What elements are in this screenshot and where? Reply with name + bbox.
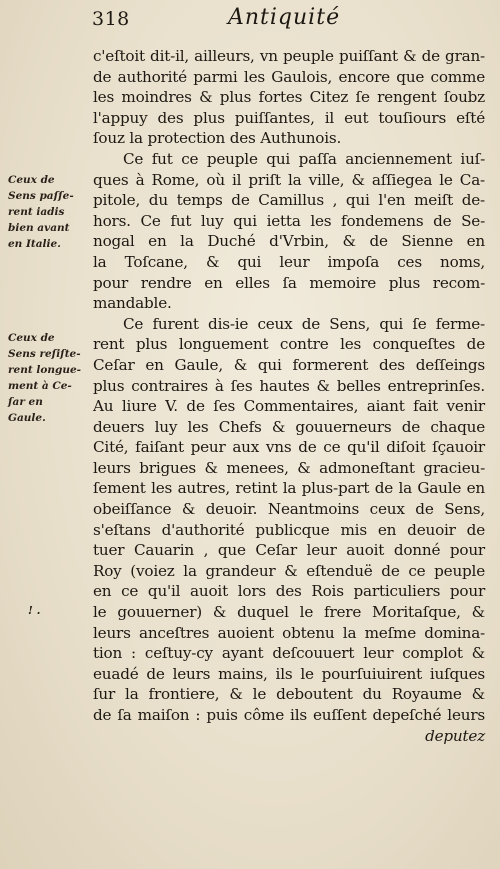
text-line: nogal en la Duché d'Vrbin, & de Sienne en	[93, 232, 485, 251]
text-line: pour rendre en elles ſa memoire plus recom-	[93, 273, 485, 292]
text-line: ſur la frontiere, & le deboutent du Royaume &	[93, 685, 485, 704]
text-line: Ceſar en Gaule, & qui formerent des deſſeings	[93, 355, 485, 374]
text-line: leurs brigues & menees, & admoneſtant gracieu-	[93, 458, 485, 477]
marginal-line: rent longue-	[8, 364, 81, 376]
text-line: leurs anceſtres auoient obtenu la meſme domina-	[93, 623, 485, 642]
text-line: c'eſtoit dit-il, ailleurs, vn peuple puiſſant & de gran-	[93, 47, 485, 65]
marginal-line: bien avant	[8, 222, 70, 234]
body-text	[93, 46, 485, 746]
marginal-line: ſar en	[8, 396, 43, 408]
marginal-line: Ceux de	[8, 332, 55, 344]
text-line: les moindres & plus fortes Citez ſe rengent ſoubz	[93, 88, 485, 107]
text-line: de ſa maiſon : puis côme ils euſſent depeſché leurs	[93, 706, 485, 724]
text-line: rent plus longuement contre les conqueſtes de	[93, 335, 485, 354]
text-line: euadé de leurs mains, ils le pourſuiuirent iuſques	[93, 664, 485, 683]
text-line: Cité, faiſant peur aux vns de ce qu'il diſoit ſçauoir	[93, 438, 485, 457]
text-line: mandable.	[93, 294, 172, 313]
marginal-note	[8, 330, 81, 426]
text-line: s'eſtans d'authorité publicque mis en deuoir de	[93, 520, 485, 539]
text-line: pitole, du temps de Camillus , qui l'en meiſt de-	[93, 191, 485, 210]
marginal-line: Gaule.	[8, 412, 46, 424]
marginal-line: rent iadis	[8, 206, 65, 218]
text-line: ſouz la protection des Authunois.	[93, 129, 342, 148]
text-line: Au liure V. de ſes Commentaires, aiant fait venir	[93, 397, 485, 416]
text-line: l'appuy des plus puiſſantes, il eut touſiours eſté	[93, 108, 485, 127]
text-line: ſement les autres, retint la plus-part de la Gaule en	[93, 479, 485, 498]
text-line: tion : ceſtuy-cy ayant deſcouuert leur complot &	[93, 644, 485, 663]
text-line: la Toſcane, & qui leur impoſa ces noms,	[93, 252, 485, 271]
marginal-line: en Italie.	[8, 238, 61, 250]
text-line: hors. Ce fut luy qui ietta les fondemens de Se-	[93, 211, 485, 230]
marginal-line: ment à Ce-	[8, 380, 72, 392]
marginal-note	[28, 603, 94, 619]
text-line: le gouuerner) & duquel le frere Moritaſque, &	[93, 603, 485, 622]
text-line: de authorité parmi les Gaulois, encore que comme	[93, 67, 485, 86]
marginal-line: Ceux de	[8, 174, 55, 186]
marginal-note	[8, 172, 74, 252]
text-line: obeiſſance & deuoir. Neantmoins ceux de Sens,	[93, 500, 485, 519]
text-line: tuer Cauarin , que Ceſar leur auoit donné pour	[93, 541, 485, 560]
text-line: Ce fut ce peuple qui paſſa anciennement iuſ-	[123, 149, 485, 168]
running-head: Antiquité	[228, 5, 341, 30]
catchword: deputez	[425, 726, 485, 745]
text-line: Ce furent dis-ie ceux de Sens, qui ſe ferme-	[123, 314, 485, 333]
marginal-line: ! .	[28, 604, 41, 617]
text-line: ques à Rome, où il priſt la ville, & aſſiegea le Ca-	[93, 170, 485, 189]
marginal-line: Sens reſiſte-	[8, 348, 81, 360]
text-line: plus contraires à ſes hautes & belles entreprinſes.	[93, 376, 485, 395]
text-line: deuers luy les Chefs & gouuerneurs de chaque	[93, 417, 485, 436]
marginal-line: Sens paſſe-	[8, 190, 74, 202]
text-line: en ce qu'il auoit lors des Rois particuliers pour	[93, 582, 485, 601]
text-line: Roy (voiez la grandeur & eſtenduë de ce peuple	[93, 561, 485, 580]
page-number: 318	[92, 8, 130, 30]
